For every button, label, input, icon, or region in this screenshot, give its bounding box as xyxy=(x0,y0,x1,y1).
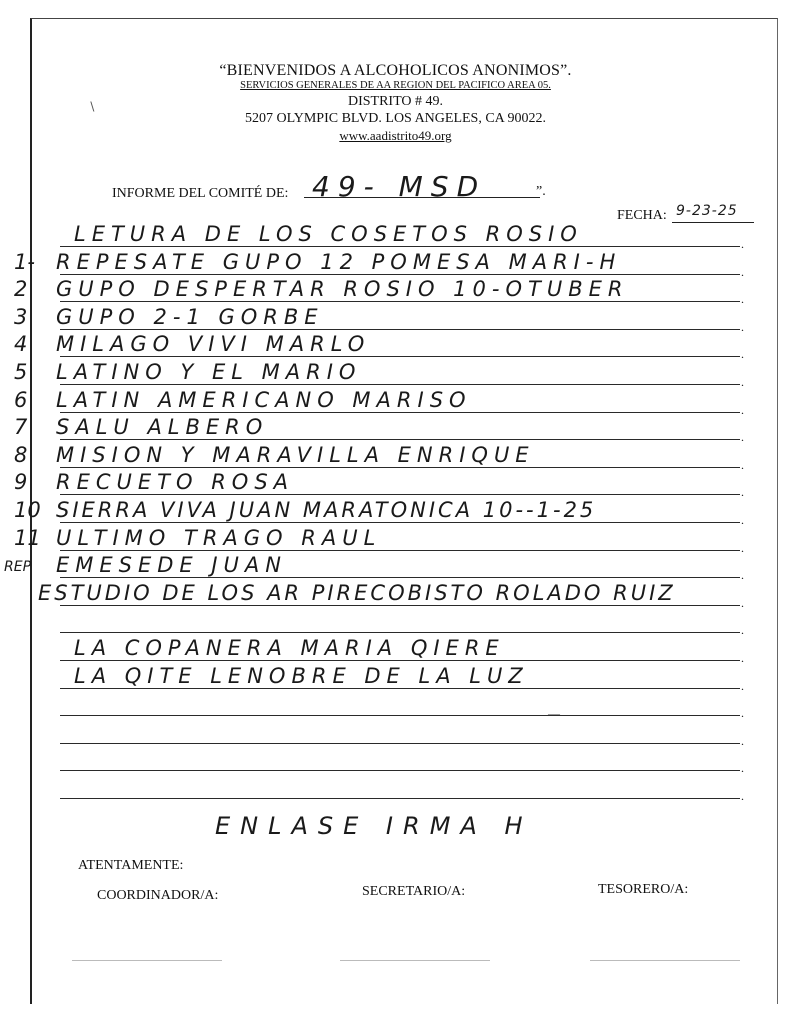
entry-number: 8 xyxy=(14,442,28,467)
handwritten-entry: LA QITE LENOBRE DE LA LUZ xyxy=(74,663,529,688)
rule-end-dot: . xyxy=(741,595,744,610)
treasurer-label: TESORERO/A: xyxy=(598,882,689,897)
entry-number: 2 xyxy=(14,277,28,302)
form-rule-line xyxy=(60,439,740,440)
committee-closing-quote: ”. xyxy=(536,184,546,199)
scan-mark: — xyxy=(548,706,560,720)
handwritten-entry: LA COPANERA MARIA QIERE xyxy=(74,636,505,660)
secretary-signature-line xyxy=(340,960,490,961)
handwritten-entry: MILAGO VIVI MARLO xyxy=(56,332,371,357)
rule-end-dot: . xyxy=(741,789,744,803)
handwritten-entry: ESTUDIO DE LOS AR PIRECOBISTO ROLADO RUIZ xyxy=(38,580,676,605)
liaison-signature: ENLASE IRMA H xyxy=(215,812,533,840)
handwritten-entry: LATIN AMERICANO MARISO xyxy=(56,387,472,412)
form-rule-line xyxy=(60,715,740,716)
committee-value: 49- MSD xyxy=(312,170,487,203)
rule-end-dot: . xyxy=(741,375,744,389)
rule-end-dot: . xyxy=(741,485,744,500)
welcome-heading: “BIENVENIDOS A ALCOHOLICOS ANONIMOS”. xyxy=(219,62,572,79)
entry-number: 3 xyxy=(14,304,28,329)
date-label: FECHA: xyxy=(617,208,667,223)
coordinator-label: COORDINADOR/A: xyxy=(97,888,219,903)
form-rule-line xyxy=(60,660,740,661)
form-rule-line xyxy=(60,577,740,578)
address-line: 5207 OLYMPIC BLVD. LOS ANGELES, CA 90022. xyxy=(244,111,547,126)
form-rule-line xyxy=(60,770,740,771)
form-rule-line xyxy=(60,743,740,744)
form-rule-line xyxy=(60,522,740,523)
entry-number: 5 xyxy=(14,360,28,384)
rule-end-dot: . xyxy=(741,319,744,334)
rule-end-dot: . xyxy=(741,678,744,693)
rule-end-dot: . xyxy=(741,457,744,472)
entry-number: REP xyxy=(4,559,32,576)
rule-end-dot: . xyxy=(741,264,744,279)
entry-number: 4 xyxy=(14,332,28,357)
rule-end-dot: . xyxy=(741,347,744,362)
handwritten-entry: EMESEDE JUAN xyxy=(56,553,288,578)
rule-end-dot: . xyxy=(741,292,744,307)
form-rule-line xyxy=(60,467,740,468)
general-services-line: SERVICIOS GENERALES DE AA REGION DEL PACIFICO AREA 05. xyxy=(240,80,551,91)
rule-end-dot: . xyxy=(741,430,744,445)
rule-end-dot: . xyxy=(741,513,744,527)
rule-end-dot: . xyxy=(741,706,744,721)
rule-end-dot: . xyxy=(741,540,744,555)
handwritten-entry: REPESATE GUPO 12 POMESA MARI-H xyxy=(56,249,622,274)
handwritten-entry: SIERRA VIVA JUAN MARATONICA 10--1-25 xyxy=(56,498,597,522)
sincerely-label: ATENTAMENTE: xyxy=(78,858,184,873)
form-rule-line xyxy=(60,412,740,413)
rule-end-dot: . xyxy=(741,402,744,417)
form-rule-line xyxy=(60,494,740,495)
form-rule-line xyxy=(60,246,740,247)
entry-number: 7 xyxy=(14,415,28,440)
handwritten-entry: GUPO 2-1 GORBE xyxy=(56,304,324,329)
rule-end-dot: . xyxy=(741,651,744,665)
entry-number: 6 xyxy=(14,387,28,412)
form-rule-line xyxy=(60,356,740,357)
form-rule-line xyxy=(60,329,740,330)
secretary-label: SECRETARIO/A: xyxy=(362,884,466,899)
entry-number: 9 xyxy=(14,470,28,495)
handwritten-entry: LETURA DE LOS COSETOS ROSIO xyxy=(74,222,583,246)
rule-end-dot: . xyxy=(741,733,744,748)
form-rule-line xyxy=(60,384,740,385)
handwritten-entry: SALU ALBERO xyxy=(56,415,269,440)
form-rule-line xyxy=(60,688,740,689)
form-rule-line xyxy=(60,274,740,275)
website-link[interactable]: www.aadistrito49.org xyxy=(339,128,452,143)
rule-end-dot: . xyxy=(741,623,744,638)
form-rule-line xyxy=(60,798,740,799)
handwritten-entry: GUPO DESPERTAR ROSIO 10-OTUBER xyxy=(56,277,629,302)
form-rule-line xyxy=(60,301,740,302)
coordinator-signature-line xyxy=(72,960,222,961)
scan-mark: ∖ xyxy=(88,100,96,114)
handwritten-entry: RECUETO ROSA xyxy=(56,470,295,495)
committee-label: INFORME DEL COMITÉ DE: xyxy=(112,186,289,201)
form-rule-line xyxy=(60,605,740,606)
form-rule-line xyxy=(60,632,740,633)
rule-end-dot: . xyxy=(741,761,744,776)
district-line: DISTRITO # 49. xyxy=(347,94,444,109)
handwritten-entry: ULTIMO TRAGO RAUL xyxy=(56,525,382,550)
handwritten-entry: MISION Y MARAVILLA ENRIQUE xyxy=(56,442,535,467)
form-rule-line xyxy=(60,550,740,551)
treasurer-signature-line xyxy=(590,960,740,961)
date-value: 9-23-25 xyxy=(676,203,738,219)
rule-end-dot: . xyxy=(741,237,744,251)
entry-number: 1- xyxy=(14,249,35,274)
date-underline xyxy=(672,222,754,223)
entry-number: 10 xyxy=(14,498,41,522)
entry-number: 11 xyxy=(14,525,41,550)
rule-end-dot: . xyxy=(741,568,744,583)
handwritten-entry: LATINO Y EL MARIO xyxy=(56,360,362,384)
